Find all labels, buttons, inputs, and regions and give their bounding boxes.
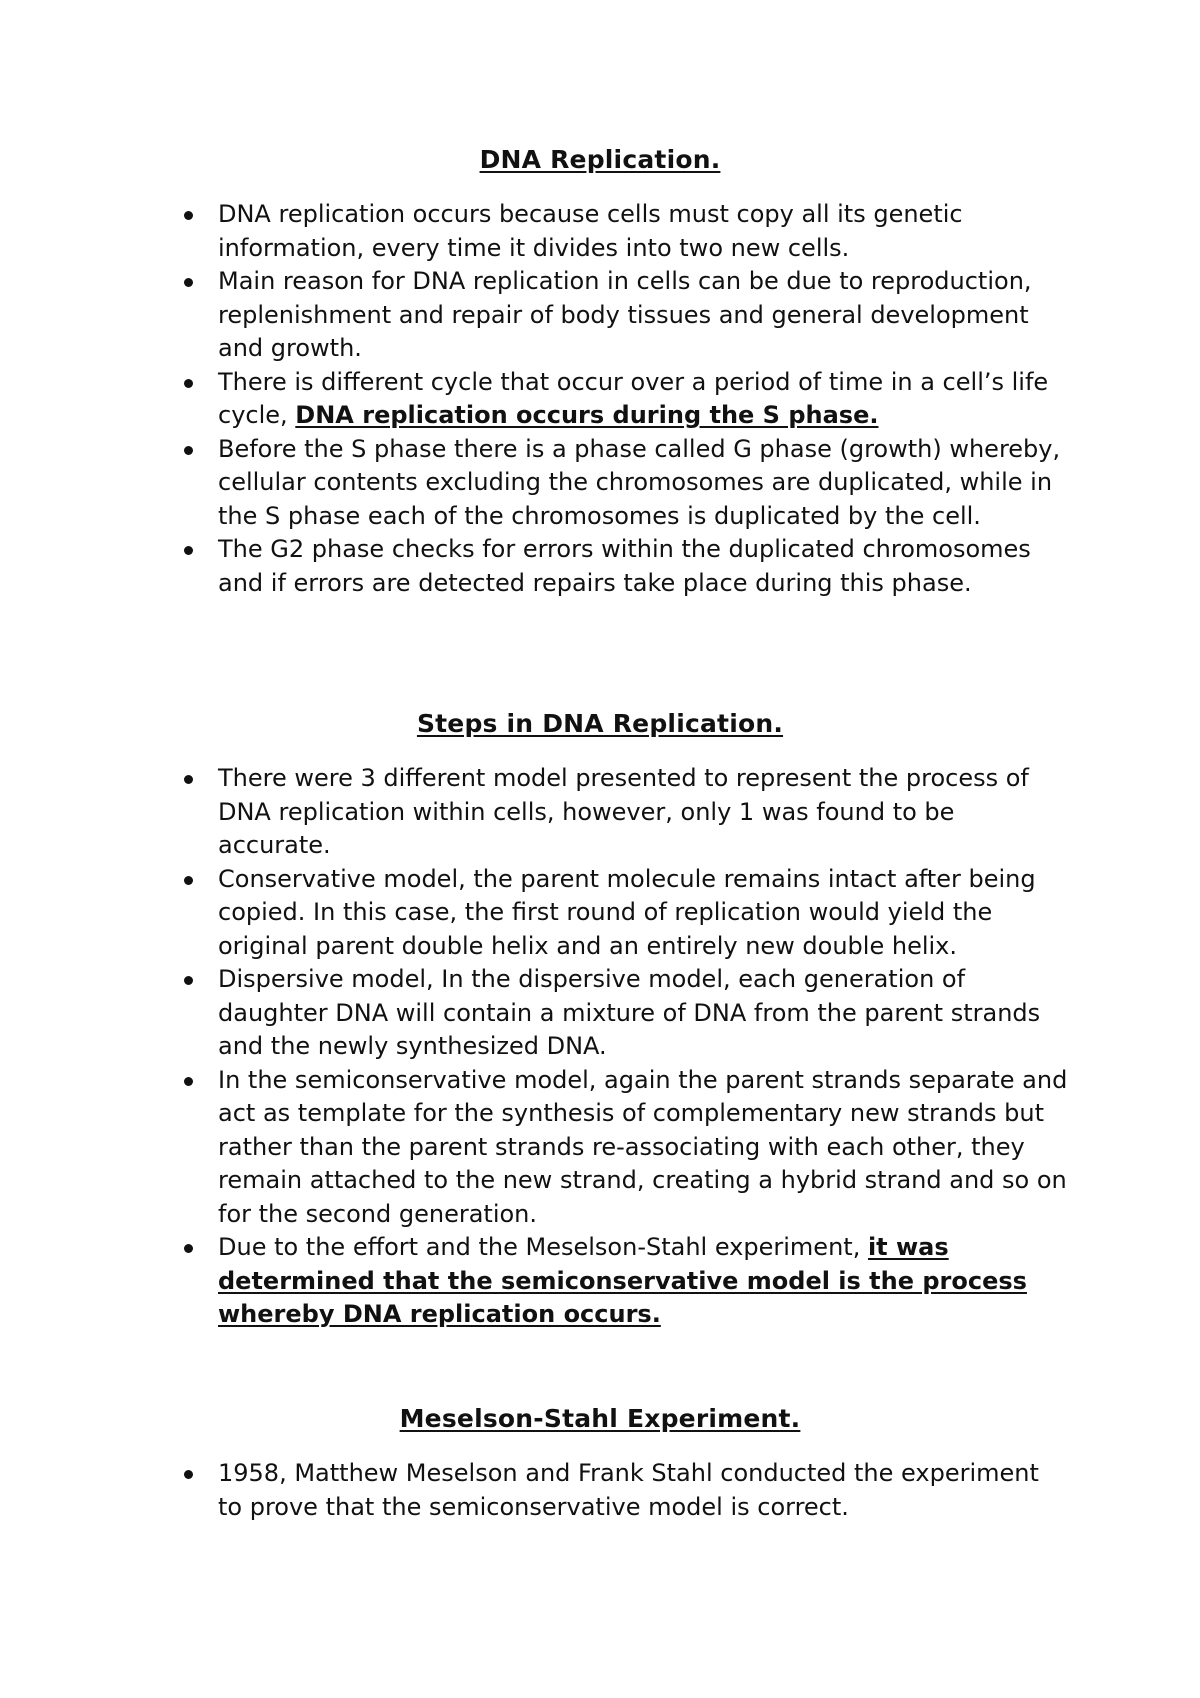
list-item [170,863,1070,964]
list-item-text: The G2 phase checks for errors within the duplicated chromosomes and if errors are detected repairs take place during this phase. [218,535,1031,597]
list-item [170,1064,1070,1232]
list-item-emphasis: it was determined that the semiconservative model is the process whereby DNA replication occurs. [218,1233,1027,1328]
list-item-text: 1958, Matthew Meselson and Frank Stahl conducted the experiment to prove that the semiconservative model is correct. [218,1459,1039,1521]
list-item [170,1457,1070,1524]
bullet-icon [184,876,193,885]
bullet-icon [184,446,193,455]
bullet-icon [184,379,193,388]
list-item-text: There were 3 different model presented to represent the process of DNA replication within cells, however, only 1 was found to be accurate. [218,764,1029,859]
bullet-list-steps [170,762,1070,1332]
list-item [170,762,1070,863]
bullet-icon [184,1244,193,1253]
list-item-text: In the semiconservative model, again the parent strands separate and act as template for the synthesis of complementary new strands but rather than the parent strands re-associating with each other, they remain attached to the new strand, creating a hybrid strand and so on for the second generation. [218,1065,1068,1228]
bullet-icon [184,976,193,985]
list-item [170,963,1070,1064]
list-item [170,533,1070,600]
section-heading-steps: Steps in DNA Replication. [416,709,784,738]
list-item-text: DNA replication occurs because cells must copy all its genetic information, every time it divides into two new cells. [218,200,963,262]
list-item-text: There is different cycle that occur over a period of time in a cell’s life cycle, [218,367,1049,429]
list-item-text: Due to the effort and the Meselson-Stahl experiment, [218,1233,868,1261]
bullet-icon [184,546,193,555]
list-item [170,265,1070,366]
list-item-text: Before the S phase there is a phase called G phase (growth) whereby, cellular contents excluding the chromosomes are duplicated, while in the S phase each of the chromosomes is duplicated by the cell. [218,434,1061,530]
list-item [170,198,1070,265]
list-item [170,366,1070,433]
bullet-list-dna-replication [170,198,1070,600]
section-heading-meselson-stahl: Meselson-Stahl Experiment. [399,1404,801,1433]
section-heading-dna-replication: DNA Replication. [479,145,721,174]
bullet-icon [184,775,193,784]
list-item-text: Conservative model, the parent molecule remains intact after being copied. In this case, the first round of replication would yield the original parent double helix and an entirely new double helix. [218,864,1036,960]
list-item-text: Dispersive model, In the dispersive model, each generation of daughter DNA will contain a mixture of DNA from the parent strands and the newly synthesized DNA. [218,965,1041,1060]
list-item-emphasis: DNA replication occurs during the S phase. [295,401,879,429]
bullet-list-meselson-stahl [170,1457,1070,1524]
bullet-icon [184,1077,193,1086]
bullet-icon [184,278,193,287]
list-item [170,1231,1070,1332]
bullet-icon [184,1470,193,1479]
list-item [170,433,1070,534]
bullet-icon [184,211,193,220]
list-item-text: Main reason for DNA replication in cells can be due to reproduction, replenishment and repair of body tissues and general development and growth. [218,267,1032,362]
